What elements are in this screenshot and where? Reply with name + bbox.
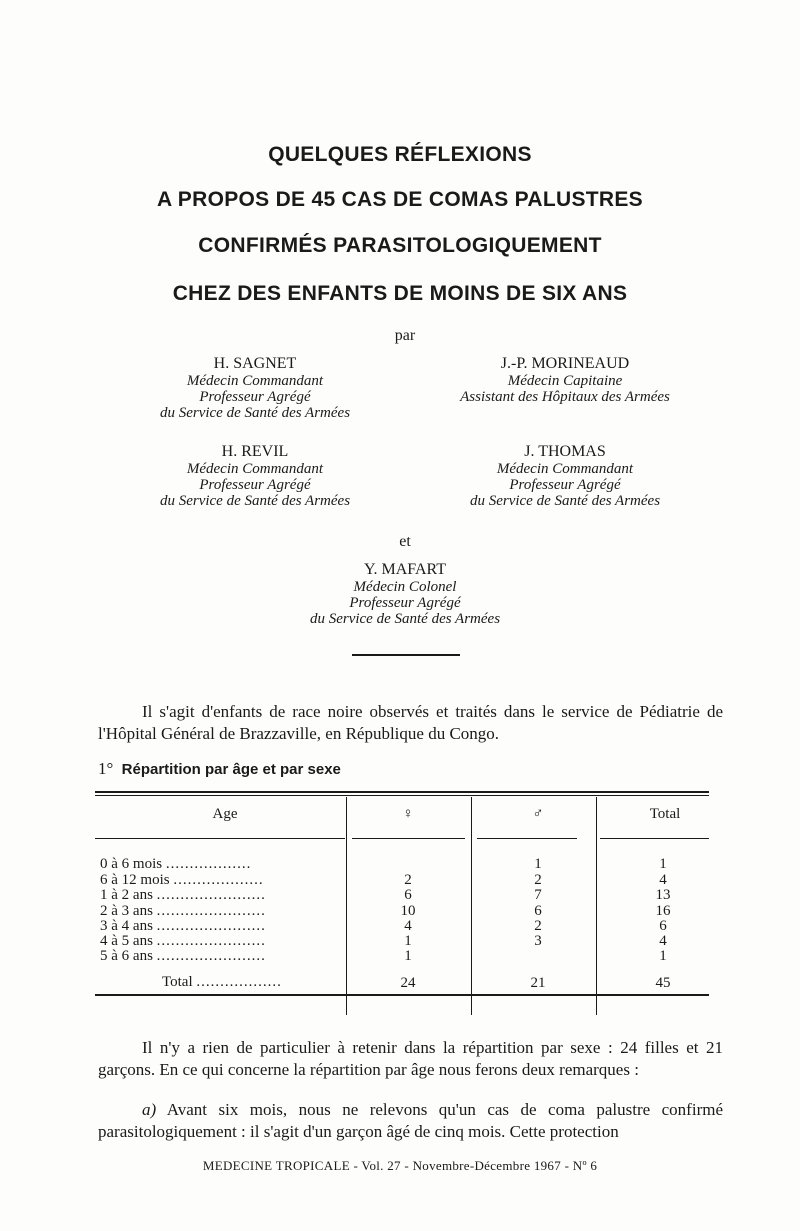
header-rule bbox=[352, 838, 465, 839]
par-label: par bbox=[394, 327, 416, 344]
total-label: Total bbox=[162, 974, 193, 990]
row-total: 4 bbox=[659, 933, 667, 949]
row-female: 2 bbox=[404, 872, 412, 888]
author-role: Médecin Commandant bbox=[186, 461, 324, 477]
header-male: ♂ bbox=[532, 806, 544, 822]
row-age: 0 à 6 mois bbox=[100, 856, 163, 872]
author-revil bbox=[120, 443, 390, 509]
section-heading bbox=[98, 759, 341, 779]
table-row: 4 à 5 ans ....................... bbox=[100, 933, 266, 949]
column-divider bbox=[346, 797, 347, 1015]
title-line-1: QUELQUES RÉFLEXIONS bbox=[268, 143, 532, 166]
header-rule bbox=[95, 838, 345, 839]
author-role: Médecin Commandant bbox=[186, 373, 324, 389]
author-sagnet bbox=[120, 355, 390, 421]
journal-footer: MEDECINE TROPICALE - Vol. 27 - Novembre-Décembre 1967 - Nº 6 bbox=[202, 1158, 598, 1173]
author-name: H. REVIL bbox=[221, 443, 289, 460]
author-role: Assistant des Hôpitaux des Armées bbox=[460, 389, 670, 405]
table-total-row: Total .................. bbox=[162, 974, 282, 990]
author-role: Professeur Agrégé bbox=[199, 389, 311, 405]
row-total: 13 bbox=[655, 887, 671, 903]
row-total: 16 bbox=[655, 903, 671, 919]
row-age: 1 à 2 ans bbox=[100, 887, 153, 903]
row-male: 2 bbox=[534, 872, 542, 888]
item-text: Avant six mois, nous ne relevons qu'un cas de coma palustre confirmé parasitologiquement : il s'agit d'un garçon âgé de cinq mois. Cette protection bbox=[98, 1100, 723, 1141]
author-name: Y. MAFART bbox=[363, 561, 447, 578]
row-female: 1 bbox=[404, 933, 412, 949]
table-row: 0 à 6 mois .................. bbox=[100, 856, 252, 872]
row-female: 6 bbox=[404, 887, 412, 903]
body-paragraph: Il n'y a rien de particulier à retenir dans la répartition par sexe : 24 filles et 21 garçons. En ce qui concerne la répartition par âge nous ferons deux remarques : bbox=[98, 1038, 723, 1079]
row-male: 1 bbox=[534, 856, 542, 872]
table-top-rule bbox=[95, 791, 709, 793]
table-row: 1 à 2 ans ....................... bbox=[100, 887, 266, 903]
author-role: Professeur Agrégé bbox=[349, 595, 461, 611]
body-paragraph-a bbox=[98, 1099, 723, 1143]
title-line-3: CONFIRMÉS PARASITOLOGIQUEMENT bbox=[198, 234, 602, 257]
row-total: 1 bbox=[659, 856, 667, 872]
header-rule bbox=[600, 838, 709, 839]
title-line-2: A PROPOS DE 45 CAS DE COMAS PALUSTRES bbox=[156, 188, 643, 211]
title-line-4: CHEZ DES ENFANTS DE MOINS DE SIX ANS bbox=[172, 282, 628, 305]
author-name: H. SAGNET bbox=[213, 355, 297, 372]
section-title: Répartition par âge et par sexe bbox=[121, 761, 341, 778]
author-role: du Service de Santé des Armées bbox=[159, 405, 351, 421]
row-total: 6 bbox=[659, 918, 667, 934]
author-role: Médecin Commandant bbox=[496, 461, 634, 477]
author-thomas bbox=[430, 443, 700, 509]
author-role: du Service de Santé des Armées bbox=[159, 493, 351, 509]
author-role: Médecin Capitaine bbox=[507, 373, 623, 389]
author-role: Professeur Agrégé bbox=[509, 477, 621, 493]
row-age: 3 à 4 ans bbox=[100, 918, 153, 934]
column-divider bbox=[471, 797, 472, 1015]
header-total: Total bbox=[649, 806, 681, 822]
et-label: et bbox=[399, 533, 411, 550]
intro-paragraph: Il s'agit d'enfants de race noire observés et traités dans le service de Pédiatrie de l'Hôpital Général de Brazzaville, en République du Congo. bbox=[98, 702, 723, 743]
table-row: 2 à 3 ans ....................... bbox=[100, 903, 266, 919]
section-number: 1° bbox=[98, 759, 114, 778]
table-row: 6 à 12 mois ................... bbox=[100, 872, 264, 888]
row-total: 4 bbox=[659, 872, 667, 888]
author-name: J.-P. MORINEAUD bbox=[500, 355, 630, 372]
row-age: 2 à 3 ans bbox=[100, 903, 153, 919]
row-age: 6 à 12 mois bbox=[100, 872, 170, 888]
total-female: 24 bbox=[400, 975, 416, 991]
author-mafart bbox=[270, 561, 540, 627]
separator-rule bbox=[352, 654, 460, 656]
table-top-rule-2 bbox=[95, 795, 709, 796]
row-female: 10 bbox=[400, 903, 416, 919]
author-role: Professeur Agrégé bbox=[199, 477, 311, 493]
author-morineaud bbox=[420, 355, 710, 405]
row-age: 5 à 6 ans bbox=[100, 948, 153, 964]
header-rule bbox=[477, 838, 577, 839]
row-male: 6 bbox=[534, 903, 542, 919]
author-role: du Service de Santé des Armées bbox=[469, 493, 661, 509]
author-role: Médecin Colonel bbox=[353, 579, 457, 595]
author-name: J. THOMAS bbox=[524, 443, 606, 460]
total-male: 21 bbox=[530, 975, 546, 991]
row-male: 2 bbox=[534, 918, 542, 934]
row-female: 4 bbox=[404, 918, 412, 934]
column-divider bbox=[596, 797, 597, 1015]
row-male: 3 bbox=[534, 933, 542, 949]
total-overall: 45 bbox=[655, 975, 671, 991]
table-row: 5 à 6 ans ....................... bbox=[100, 948, 266, 964]
header-female: ♀ bbox=[402, 806, 414, 822]
row-total: 1 bbox=[659, 948, 667, 964]
table-row: 3 à 4 ans ....................... bbox=[100, 918, 266, 934]
row-female: 1 bbox=[404, 948, 412, 964]
author-role: du Service de Santé des Armées bbox=[309, 611, 501, 627]
item-marker: a) bbox=[142, 1100, 157, 1119]
row-age: 4 à 5 ans bbox=[100, 933, 153, 949]
table-bottom-rule bbox=[95, 994, 709, 996]
row-male: 7 bbox=[534, 887, 542, 903]
header-age: Age bbox=[212, 806, 238, 822]
